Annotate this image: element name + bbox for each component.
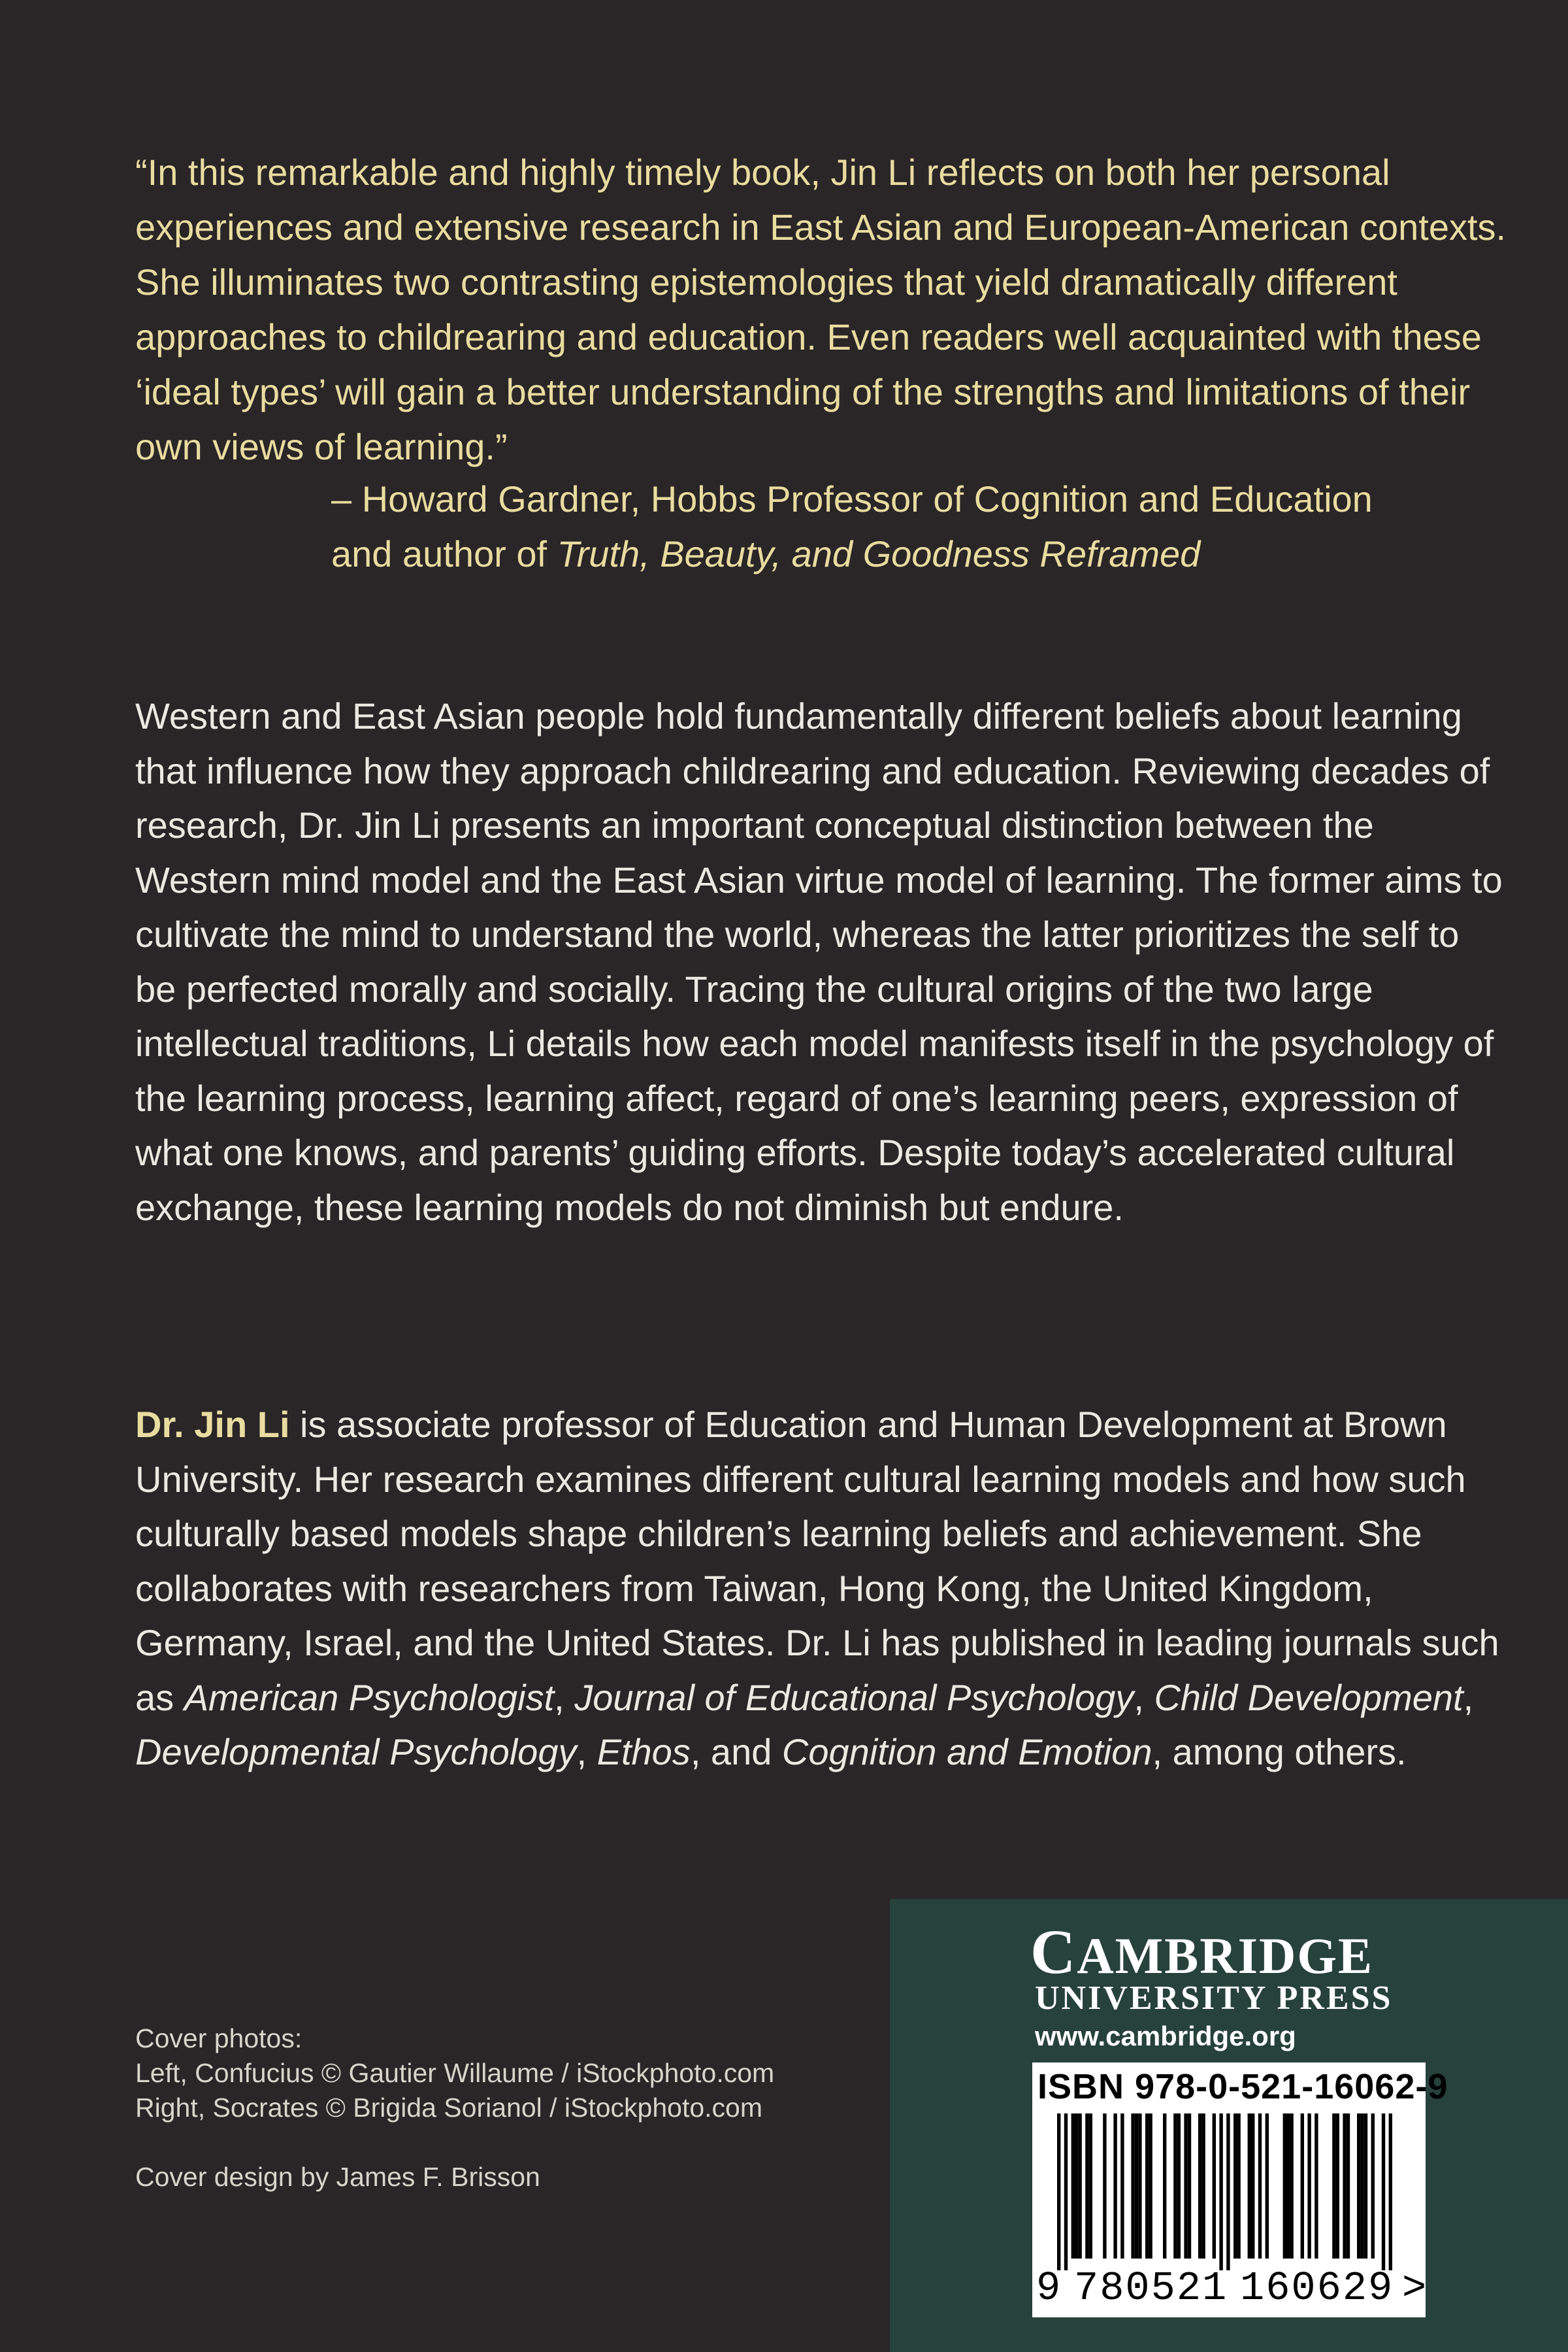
barcode-group-right: 160629	[1240, 2265, 1394, 2311]
publisher-box	[890, 1899, 1568, 2352]
barcode-bar	[1173, 2113, 1177, 2259]
journal-title: Ethos	[596, 1731, 691, 1772]
barcode-bar	[1290, 2113, 1293, 2259]
barcode-bar	[1347, 2113, 1350, 2259]
author-name: Dr. Jin Li	[135, 1404, 290, 1445]
barcode-bar	[1149, 2113, 1152, 2259]
barcode-bar	[1188, 2113, 1191, 2259]
attribution-book-title: Truth, Beauty, and Goodness Reframed	[557, 533, 1201, 574]
barcode-bar	[1364, 2113, 1367, 2259]
bio-separator: , and	[690, 1731, 782, 1772]
publisher-url: www.cambridge.org	[1035, 2021, 1296, 2051]
barcode-bar	[1075, 2113, 1078, 2259]
barcode-bar	[1307, 2113, 1311, 2259]
credits-heading: Cover photos:	[135, 2023, 302, 2053]
barcode-bar	[1266, 2113, 1269, 2259]
barcode	[1032, 2113, 1426, 2270]
barcode-group-left: 780521	[1074, 2265, 1228, 2311]
barcode-guard-bar	[1382, 2113, 1385, 2270]
bio-separator: ,	[554, 1676, 575, 1718]
barcode-lead-digit: 9	[1036, 2265, 1061, 2311]
barcode-bar	[1332, 2113, 1335, 2259]
attribution-line: – Howard Gardner, Hobbs Professor of Cognition and Education	[331, 478, 1373, 520]
barcode-arrow: >	[1402, 2265, 1427, 2311]
book-description: Western and East Asian people hold fundamentally different beliefs about learning that influence how they approach childrearing and education. Reviewing decades of research, Dr. Jin Li presents an important conceptual distinction between the Western mind model and the East Asian virtue model of learning. The former aims to cultivate the mind to understand the world, whereas the latter prioritizes the self to be perfected morally and socially. Tracing the cultural origins of the two large intellectual traditions, Li details how each model manifests itself in the psychology of the learning process, learning affect, regard of one’s learning peers, expression of what one knows, and parents’ guiding efforts. Despite today’s accelerated cultural exchange, these learning models do not diminish but endure.	[135, 695, 1503, 1228]
barcode-guard-bar	[1057, 2113, 1060, 2270]
barcode-bar	[1251, 2113, 1254, 2259]
bio-separator: ,	[1134, 1676, 1154, 1718]
barcode-bar	[1163, 2113, 1166, 2259]
barcode-bar	[1237, 2113, 1240, 2259]
barcode-bar	[1258, 2113, 1262, 2259]
barcode-bar	[1120, 2113, 1124, 2259]
cover-photo-credits	[135, 2021, 854, 2125]
barcode-bar	[1078, 2113, 1081, 2259]
barcode-panel	[1032, 2062, 1448, 2317]
barcode-bar	[1103, 2113, 1106, 2259]
journal-title: Developmental Psychology	[135, 1731, 577, 1772]
barcode-bar	[1145, 2113, 1149, 2259]
barcode-bar	[1089, 2113, 1092, 2259]
barcode-bar	[1201, 2113, 1205, 2259]
barcode-bar	[1283, 2113, 1286, 2259]
barcode-bar	[1343, 2113, 1346, 2259]
barcode-bar	[1286, 2113, 1290, 2259]
isbn-label: ISBN 978-0-521-16062-9	[1037, 2067, 1448, 2106]
barcode-bar	[1233, 2113, 1237, 2259]
barcode-bar	[1248, 2113, 1251, 2259]
barcode-guard-bar	[1389, 2113, 1392, 2270]
author-bio	[135, 1397, 1507, 1780]
journal-title: Cognition and Emotion	[781, 1731, 1152, 1772]
barcode-bar	[1184, 2113, 1187, 2259]
barcode-bar	[1113, 2113, 1117, 2259]
publisher-subtitle: UNIVERSITY PRESS	[1035, 1979, 1393, 2017]
journal-title: Child Development	[1154, 1676, 1463, 1718]
barcode-guard-bar	[1226, 2113, 1230, 2270]
credit-left: Left, Confucius © Gautier Willaume / iStockphoto.com	[135, 2058, 775, 2088]
barcode-bar	[1360, 2113, 1364, 2259]
barcode-bar	[1315, 2113, 1318, 2259]
publisher-name-initial: C	[1030, 1917, 1077, 1987]
barcode-bar	[1213, 2113, 1216, 2259]
bio-separator: ,	[576, 1731, 597, 1772]
barcode-bar	[1336, 2113, 1339, 2259]
barcode-bar	[1131, 2113, 1134, 2259]
publisher-name	[1030, 1917, 1374, 1987]
bio-text: is associate professor of Education and Human Development at Brown University. Her research examines different cultural learning models and how such culturally based models shape children’s learning beliefs and achievement. She collaborates with researchers from Taiwan, Hong Kong, the United Kingdom, Germany, Israel, and the United States. Dr. Li has published in leading journals such as	[135, 1404, 1499, 1718]
credit-right: Right, Socrates © Brigida Sorianol / iStockphoto.com	[135, 2093, 762, 2123]
barcode-bar	[1357, 2113, 1360, 2259]
barcode-bar	[1198, 2113, 1201, 2259]
barcode-bar	[1085, 2113, 1088, 2259]
barcode-bar	[1177, 2113, 1181, 2259]
barcode-bar	[1071, 2113, 1075, 2259]
barcode-bar	[1138, 2113, 1141, 2259]
barcode-guard-bar	[1064, 2113, 1068, 2270]
endorsement-quote: “In this remarkable and highly timely book, Jin Li reflects on both her personal experiences and extensive research in East Asian and European-American contexts. She illuminates two contrasting epistemologies that yield dramatically different approaches to childrearing and education. Even readers well acquainted with these ‘ideal types’ will gain a better understanding of the strengths and limitations of their own views of learning.”	[135, 152, 1507, 467]
barcode-guard-bar	[1219, 2113, 1222, 2270]
barcode-bar	[1135, 2113, 1138, 2259]
bio-text-end: , among others.	[1152, 1731, 1407, 1772]
journal-title: Journal of Educational Psychology	[574, 1676, 1134, 1718]
publisher-name-rest: AMBRIDGE	[1077, 1927, 1374, 1984]
barcode-bar	[1301, 2113, 1304, 2259]
quote-attribution	[331, 472, 1507, 582]
cover-design-credit: Cover design by James F. Brisson	[135, 2162, 540, 2192]
bio-separator: ,	[1463, 1676, 1474, 1718]
attribution-prefix: and author of	[331, 533, 557, 574]
journal-title: American Psychologist	[184, 1676, 555, 1718]
barcode-bar	[1371, 2113, 1375, 2259]
